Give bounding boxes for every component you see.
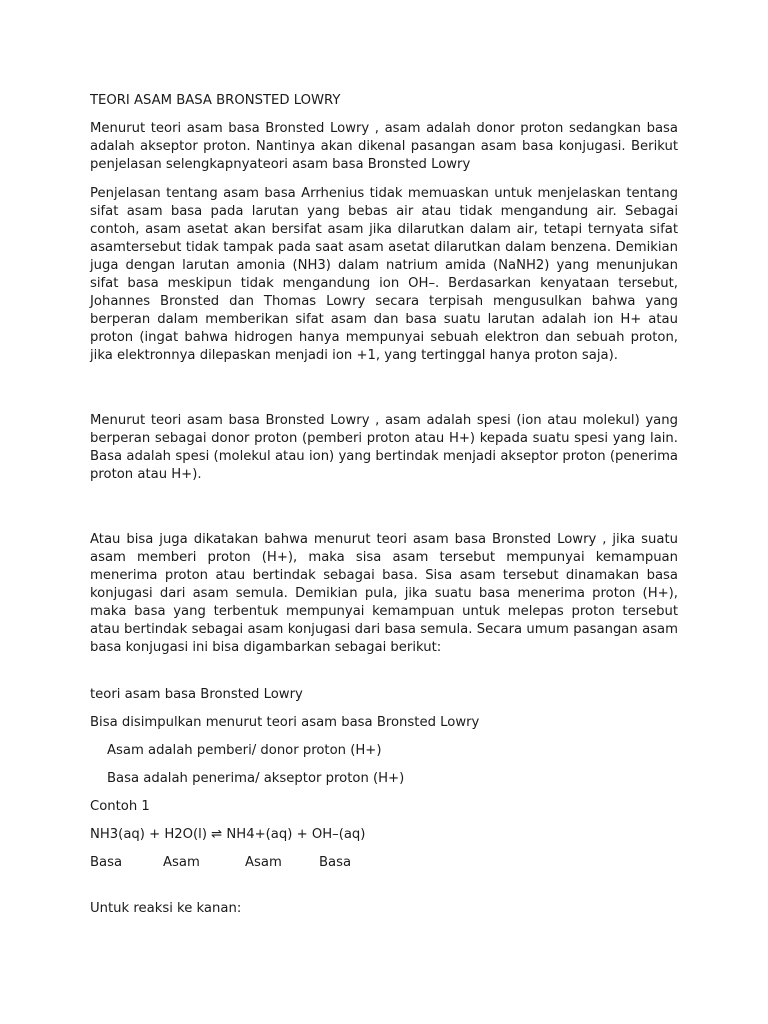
species-label: Asam [163, 855, 200, 870]
document-title: TEORI ASAM BASA BRONSTED LOWRY [90, 93, 341, 108]
document-page [90, 92, 678, 928]
point-base: Basa adalah penerima/ akseptor proton (H+) [107, 771, 405, 786]
right-reaction-heading: Untuk reaksi ke kanan: [90, 901, 242, 916]
paragraph-arrhenius: Penjelasan tentang asam basa Arrhenius tidak memuaskan untuk menjelaskan tentang sifat asam basa pada larutan yang bebas air atau tidak mengandung air. Sebagai contoh, asam asetat akan bersifat asam jika dilarutkan dalam air, tetapi ternyata sifat asamtersebut tidak tampak pada saat asam asetat dilarutkan dalam benzena. Demikian juga dengan larutan amonia (NH3) dalam natrium amida (NaNH2) yang menunjukan sifat basa meskipun tidak mengandung ion OH–. Berdasarkan kenyataan tersebut, Johannes Bronsted dan Thomas Lowry secara terpisah mengusulkan bahwa yang berperan dalam memberikan sifat asam dan basa suatu larutan adalah ion H+ atau proton (ingat bahwa hidrogen hanya mempunyai sebuah elektron dan sebuah proton, jika elektronnya dilepaskan menjadi ion +1, yang tertinggal hanya proton saja). [90, 186, 678, 363]
spacer [90, 668, 678, 686]
spacer [90, 882, 678, 900]
species-label: Basa [319, 855, 352, 870]
paragraph-conjugate: Atau bisa juga dikatakan bahwa menurut teori asam basa Bronsted Lowry , jika suatu asam memberi proton (H+), maka sisa asam tersebut mempunyai kemampuan menerima proton atau bertindak sebagai basa. Sisa asam tersebut dinamakan basa konjugasi dari asam semula. Demikian pula, jika suatu basa menerima proton (H+), maka basa yang terbentuk mempunyai kemampuan untuk melepas proton tersebut atau bertindak sebagai asam konjugasi dari basa semula. Secara umum pasangan asam basa konjugasi ini bisa digambarkan sebagai berikut: [90, 532, 678, 655]
species-label: Asam [245, 855, 282, 870]
reaction-equation: NH3(aq) + H2O(l) ⇌ NH4+(aq) + OH–(aq) [90, 827, 366, 842]
spacer [90, 376, 678, 412]
point-acid: Asam adalah pemberi/ donor proton (H+) [107, 743, 382, 758]
species-label: Basa [90, 855, 123, 870]
conclusion-line: Bisa disimpulkan menurut teori asam basa Bronsted Lowry [90, 715, 480, 730]
spacer [90, 495, 678, 531]
example-label: Contoh 1 [90, 799, 150, 814]
species-labels [90, 854, 678, 872]
paragraph-definition: Menurut teori asam basa Bronsted Lowry , asam adalah spesi (ion atau molekul) yang berperan sebagai donor proton (pemberi proton atau H+) kepada suatu spesi yang lain. Basa adalah spesi (molekul atau ion) yang bertindak menjadi akseptor proton (penerima proton atau H+). [90, 413, 678, 482]
subheading: teori asam basa Bronsted Lowry [90, 687, 303, 702]
paragraph-intro: Menurut teori asam basa Bronsted Lowry , asam adalah donor proton sedangkan basa adalah akseptor proton. Nantinya akan dikenal pasangan asam basa konjugasi. Berikut penjelasan selengkapnyateori asam basa Bronsted Lowry [90, 121, 678, 172]
